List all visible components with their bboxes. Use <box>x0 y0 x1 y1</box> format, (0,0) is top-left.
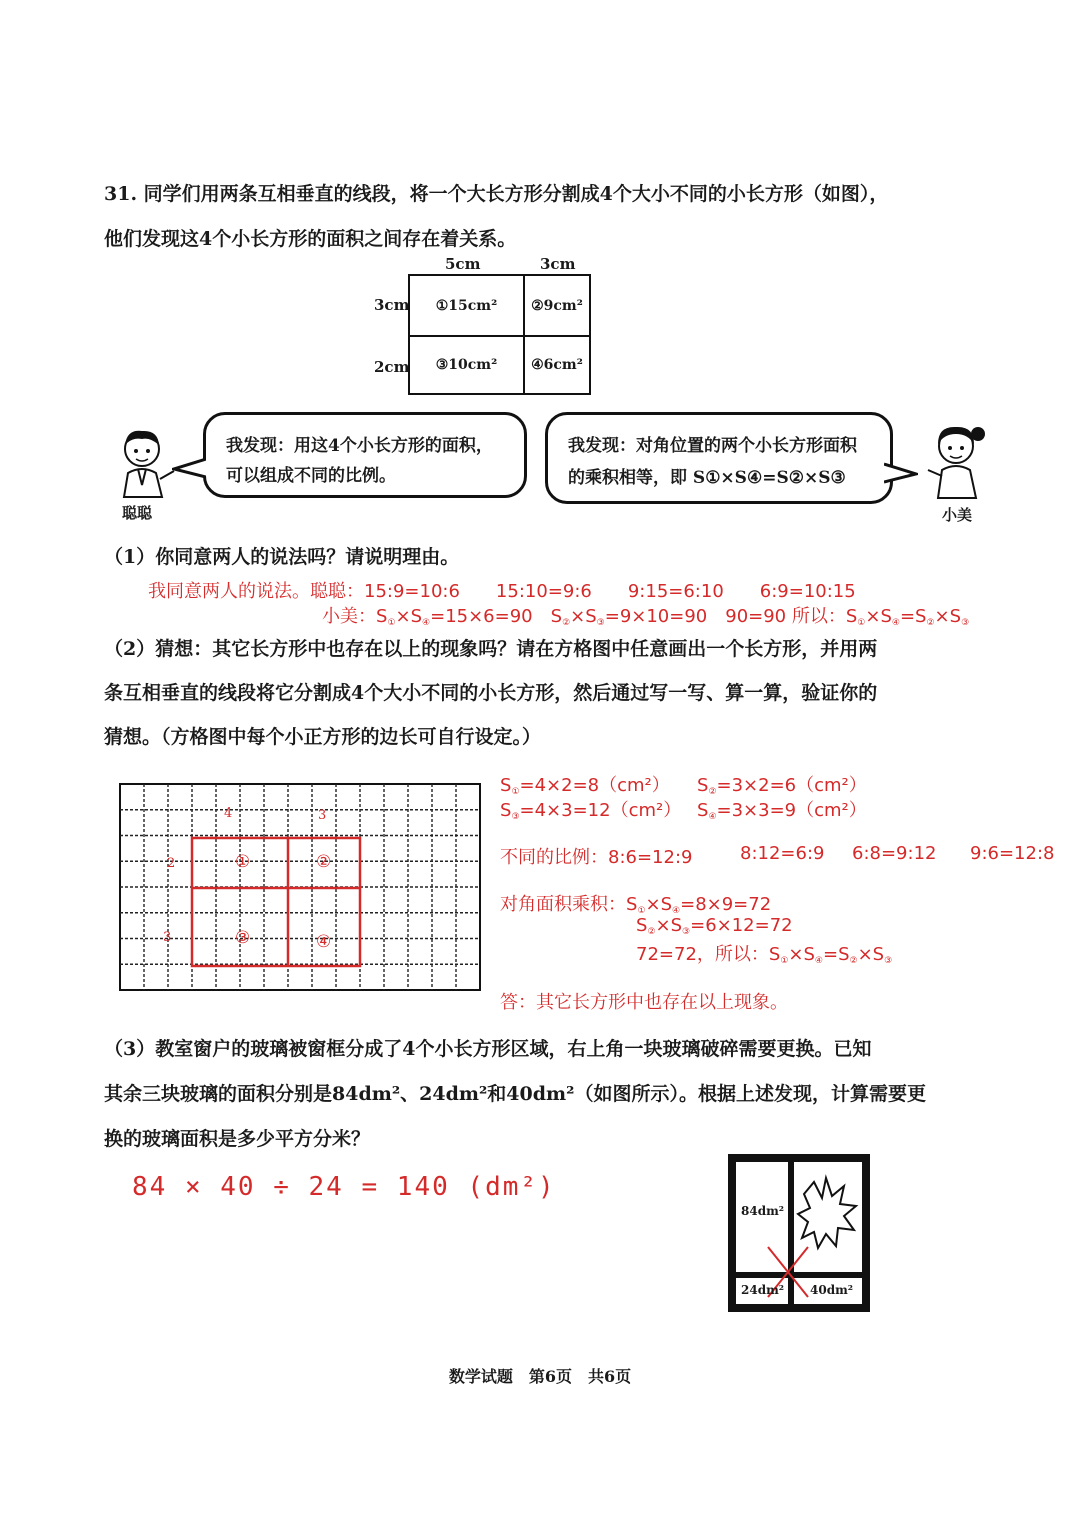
part2-line3: 猜想。（方格图中每个小正方形的边长可自行设定。） <box>104 726 542 748</box>
ratio-4: 9:6=12:8 <box>970 843 1055 864</box>
window-label-84: 84dm² <box>741 1204 785 1218</box>
grid-label-3: ③ <box>235 928 251 948</box>
grid-label-2: ② <box>316 852 332 872</box>
part3-line2: 其余三块玻璃的面积分别是84dm²、24dm²和40dm²（如图所示）。根据上述发现，计算需要更 <box>104 1083 926 1105</box>
left-bubble-line1: 我发现：用这4个小长方形的面积， <box>226 436 493 456</box>
page-footer: 数学试题 第6页 共6页 <box>448 1367 632 1386</box>
part2-line1: （2）猜想：其它长方形中也存在以上的现象吗？请在方格图中任意画出一个长方形，并用两 <box>104 638 878 660</box>
q31-line1: 31. 同学们用两条互相垂直的线段，将一个大长方形分割成4个大小不同的小长方形（如图）， <box>104 183 889 205</box>
grid-label-side-3: 3 <box>163 930 172 945</box>
area-s3: $S_③=4\times 3=12(cm^2)$ <box>500 800 682 822</box>
right-speech-bubble <box>545 412 893 504</box>
side-label-2cm: 2cm <box>374 358 410 376</box>
window-label-40: 40dm² <box>810 1283 854 1297</box>
cell-1: ①15cm² <box>408 274 525 337</box>
top-label-3cm: 3cm <box>540 255 576 273</box>
q31-line2: 他们发现这4个小长方形的面积之间存在着关系。 <box>104 228 517 250</box>
grid-label-top-3: 3 <box>318 808 327 823</box>
right-bubble-tail <box>884 460 918 486</box>
top-label-5cm: 5cm <box>445 255 481 273</box>
diag-line3: 72=72，所以：$S_①\times S_④=S_②\times S_③$ <box>636 944 893 966</box>
window-label-24: 24dm² <box>741 1283 785 1297</box>
area-s4: $S_④=3\times 3=9(cm^2)$ <box>697 800 867 822</box>
part3-line3: 换的玻璃面积是多少平方分米？ <box>104 1128 371 1150</box>
ratio-2: 8:12=6:9 <box>740 843 825 864</box>
left-speech-bubble <box>203 412 527 498</box>
grid-rectangle-drawing <box>118 782 484 994</box>
side-label-3cm: 3cm <box>374 296 410 314</box>
handwritten-answer: 84 × 40 ÷ 24 = 140 (dm²) <box>132 1172 556 1202</box>
ratio-3: 6:8=9:12 <box>852 843 937 864</box>
ratio-1: 不同的比例：8:6=12:9 <box>500 847 693 868</box>
left-bubble-line2: 可以组成不同的比例。 <box>226 466 396 486</box>
area-s1: $S_①=4\times 2=8(cm^2)$ <box>500 775 670 797</box>
name-congcong: 聪聪 <box>122 504 153 522</box>
part1-answer-line2: 小美：$S_①\times S_④=15\times 6=90$ $S_②\times S_③=9\times 10=90$ 90=90 所以：$S_①\times S_④=S_②\times S_③$ <box>322 606 970 628</box>
part2-answer: 答：其它长方形中也存在以上现象。 <box>500 992 788 1013</box>
grid-label-top-4: 4 <box>224 806 233 821</box>
part1-answer-line1: 我同意两人的说法。聪聪：15:9=10:6 15:10=9:6 9:15=6:10 6:9=10:15 <box>148 581 856 602</box>
left-bubble-tail <box>172 455 206 481</box>
cell-3: ③10cm² <box>408 335 525 395</box>
girl-illustration <box>922 420 992 500</box>
cell-4: ④6cm² <box>523 335 591 395</box>
grid-label-4: ④ <box>316 932 332 952</box>
part2-line2: 条互相垂直的线段将它分割成4个大小不同的小长方形，然后通过写一写、算一算，验证你的 <box>104 682 878 704</box>
diag-line2: $S_②\times S_③=6\times 12=72$ <box>636 915 793 937</box>
grid-label-side-2: 2 <box>167 856 176 871</box>
area-s2: $S_②=3\times 2=6(cm^2)$ <box>697 775 867 797</box>
grid-label-1: ① <box>235 852 251 872</box>
name-xiaomei: 小美 <box>942 506 973 524</box>
diag-line1: 对角面积乘积：$S_①\times S_④=8\times 9=72$ <box>500 894 772 916</box>
right-bubble-line1: 我发现：对角位置的两个小长方形面积 <box>568 436 857 456</box>
cell-2: ②9cm² <box>523 274 591 337</box>
right-bubble-line2: 的乘积相等，即 S①×S④=S②×S③ <box>568 468 846 488</box>
part1-question: （1）你同意两人的说法吗？请说明理由。 <box>104 546 460 568</box>
part3-line1: （3）教室窗户的玻璃被窗框分成了4个小长方形区域，右上角一块玻璃破碎需要更换。已知 <box>104 1038 872 1060</box>
